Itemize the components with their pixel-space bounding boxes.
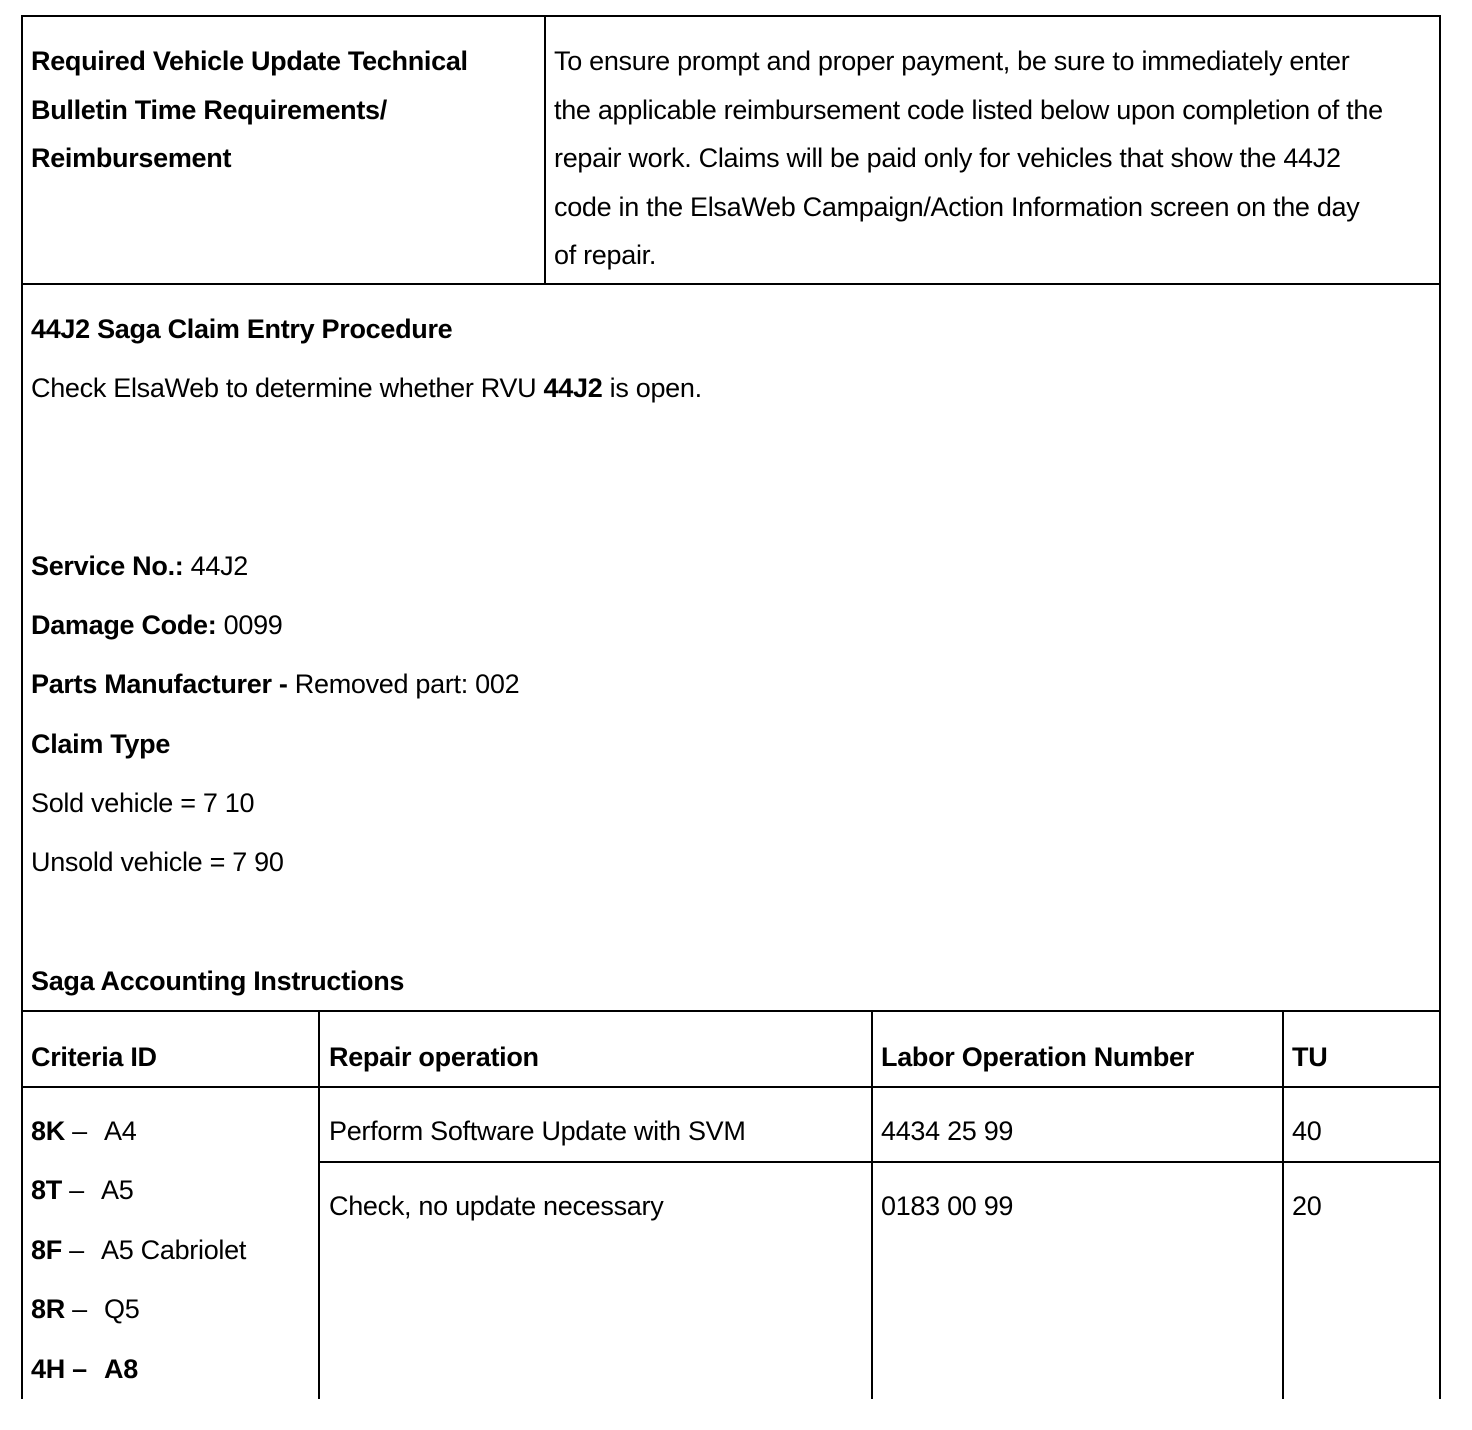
table-column-divider (1282, 1010, 1284, 1399)
repair-operation-cell: Perform Software Update with SVM (329, 1116, 746, 1146)
criteria-item (31, 1114, 136, 1148)
criteria-separator: – (61, 1175, 92, 1205)
criteria-item (31, 1292, 139, 1326)
criteria-item (31, 1173, 133, 1207)
column-header-tu: TU (1292, 1042, 1328, 1072)
tu-cell: 40 (1292, 1116, 1322, 1146)
parts-manufacturer (31, 667, 519, 701)
frame-top-border (21, 15, 1441, 17)
tu-cell: 20 (1292, 1191, 1322, 1221)
frame-left-border (21, 15, 23, 1399)
labor-operation-cell: 0183 00 99 (881, 1191, 1014, 1221)
criteria-model: A8 (104, 1354, 138, 1384)
service-label: Service No.: (31, 551, 184, 581)
service-number (31, 549, 248, 583)
criteria-model: A4 (104, 1116, 137, 1146)
parts-label: Parts Manufacturer - (31, 669, 288, 699)
table-column-divider (871, 1010, 873, 1399)
criteria-separator: – (61, 1235, 92, 1265)
sold-vehicle-code: Sold vehicle = 7 10 (31, 788, 255, 818)
labor-operation-cell: 4434 25 99 (881, 1116, 1014, 1146)
column-header-repair-operation: Repair operation (329, 1042, 539, 1072)
table-column-divider (318, 1010, 320, 1399)
criteria-separator: – (64, 1354, 95, 1384)
check-code: 44J2 (543, 373, 603, 403)
instructions-line: repair work. Claims will be paid only for vehicles that show the 44J2 (554, 143, 1341, 173)
criteria-item (31, 1233, 246, 1267)
unsold-vehicle-code: Unsold vehicle = 7 90 (31, 847, 284, 877)
header-title-line: Reimbursement (31, 143, 232, 173)
procedure-heading: 44J2 Saga Claim Entry Procedure (31, 314, 453, 344)
criteria-code: 8R (31, 1294, 65, 1324)
header-bottom-border (21, 283, 1441, 285)
service-value: 44J2 (183, 551, 249, 581)
frame-right-border (1439, 15, 1441, 1399)
criteria-separator: – (64, 1294, 95, 1324)
table-header-bottom-border (21, 1086, 1441, 1088)
instructions-line: code in the ElsaWeb Campaign/Action Information screen on the day (554, 191, 1360, 222)
column-header-criteria-id: Criteria ID (31, 1042, 157, 1072)
criteria-code: 8K (31, 1116, 65, 1146)
accounting-heading: Saga Accounting Instructions (31, 966, 405, 996)
criteria-model: A5 (101, 1175, 134, 1205)
header-column-divider (544, 15, 546, 285)
criteria-separator: – (64, 1116, 95, 1146)
criteria-model: A5 Cabriolet (101, 1235, 247, 1265)
header-title (31, 37, 468, 183)
criteria-code: 4H (31, 1354, 65, 1384)
damage-value: 0099 (216, 610, 283, 640)
criteria-code: 8T (31, 1175, 62, 1205)
check-prefix: Check ElsaWeb to determine whether RVU (31, 373, 544, 403)
damage-code (31, 608, 283, 642)
instructions-line: To ensure prompt and proper payment, be sure to immediately enter (554, 46, 1350, 76)
header-title-line: Bulletin Time Requirements/ (31, 94, 387, 125)
parts-value: Removed part: 002 (287, 669, 520, 699)
column-header-labor-operation-number: Labor Operation Number (881, 1042, 1194, 1072)
claim-type-heading: Claim Type (31, 729, 171, 759)
damage-label: Damage Code: (31, 610, 217, 640)
check-suffix: is open. (602, 373, 702, 403)
criteria-model: Q5 (104, 1294, 140, 1324)
header-title-line: Required Vehicle Update Technical (31, 46, 468, 76)
header-instructions (554, 37, 1383, 280)
table-row-divider (319, 1161, 1441, 1163)
instructions-line: the applicable reimbursement code listed below upon completion of the (554, 94, 1383, 125)
table-top-border (21, 1010, 1441, 1012)
repair-operation-cell: Check, no update necessary (329, 1191, 664, 1221)
check-elsaweb-text (31, 371, 702, 405)
instructions-line: of repair. (554, 240, 657, 270)
criteria-code: 8F (31, 1235, 62, 1265)
criteria-item (31, 1352, 138, 1386)
